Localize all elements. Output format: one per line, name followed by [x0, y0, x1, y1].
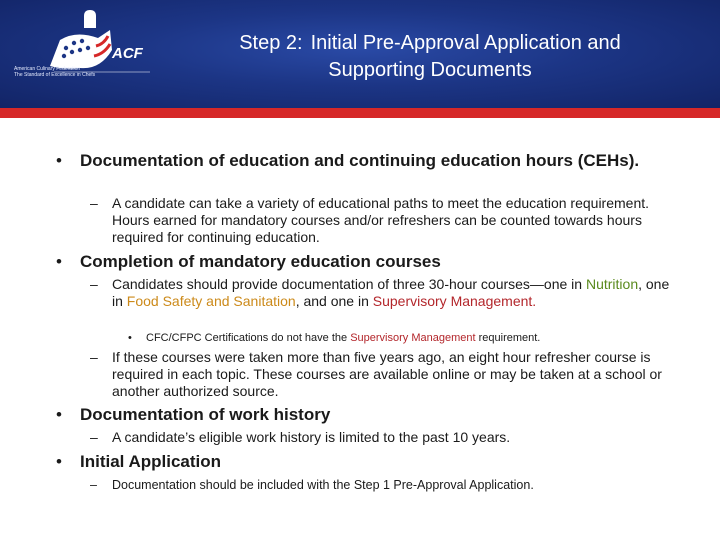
- text-part: , one in: [112, 276, 670, 309]
- text-part: Candidates should provide documentation of three 30-hour courses—one in: [112, 276, 586, 292]
- title-line-1: Initial Pre-Approval Application and: [310, 32, 621, 54]
- text-part: .: [532, 293, 537, 309]
- sub-sub-bullet-cfc-note: [128, 331, 688, 345]
- title-step-label: Step 2:: [239, 32, 303, 54]
- dash-marker: –: [90, 276, 98, 292]
- bullet-marker: •: [56, 151, 62, 170]
- bullet-work-history: [56, 405, 676, 425]
- bullet-text: Documentation of education and continuing education hours (CEHs).: [80, 151, 640, 170]
- sub-bullet-text: A candidate’s eligible work history is limited to the past 10 years.: [112, 429, 511, 445]
- sub-sub-bullet-text: [146, 331, 688, 345]
- sub-bullet-text: [112, 276, 680, 310]
- text-part: CFC/CFPC Certifications do not have the: [146, 332, 351, 344]
- logo-tagline-line-1: American Culinary Federation: [14, 66, 81, 72]
- bullet-marker: •: [56, 452, 62, 471]
- bullet-text: Initial Application: [80, 452, 222, 471]
- sub-bullet-refresher: [90, 349, 680, 400]
- sub-bullet-work-history-limit: [90, 429, 680, 446]
- logo-tagline-line-2: The Standard of Excellence in Chefs: [14, 72, 96, 78]
- sub-bullet-education-paths: [90, 195, 680, 246]
- bullet-marker: •: [56, 405, 62, 424]
- course-nutrition: Nutrition: [585, 276, 639, 292]
- logo-acf-text: ACF: [112, 45, 143, 62]
- bullet-education-hours: [56, 151, 676, 171]
- text-part: requirement.: [475, 332, 541, 344]
- dash-marker: –: [90, 429, 98, 445]
- course-food-safety: Food Safety and Sanitation: [126, 293, 296, 309]
- bullet-text: Completion of mandatory education courses: [80, 252, 441, 271]
- sub-bullet-text: Documentation should be included with the Step 1 Pre-Approval Application.: [112, 478, 534, 492]
- bullet-marker: •: [56, 252, 62, 271]
- dash-marker: –: [90, 478, 97, 492]
- sub-bullet-text: A candidate can take a variety of educational paths to meet the education requirement. Hours earned for mandatory courses and/or refreshers can be counted towards hours required for continuing education.: [112, 195, 650, 245]
- course-supervisory-management: Supervisory Management: [350, 332, 476, 344]
- sub-bullet-course-documentation: [90, 276, 680, 310]
- bullet-mandatory-courses: [56, 252, 676, 272]
- course-supervisory-management: Supervisory Management: [372, 293, 533, 309]
- bullet-text: Documentation of work history: [80, 405, 331, 424]
- bullet-initial-application: [56, 452, 676, 472]
- text-part: , and one in: [295, 293, 373, 309]
- dash-marker: –: [90, 195, 98, 211]
- sub-bullet-text: If these courses were taken more than five years ago, an eight hour refresher course is required in each topic. These courses are available online or may be taken at a school or another authorized source.: [112, 349, 662, 399]
- title-line-2: Supporting Documents: [328, 59, 532, 81]
- dash-marker: –: [90, 349, 98, 365]
- sub-bullet-application-docs: [90, 477, 680, 494]
- bullet-marker: •: [128, 332, 132, 344]
